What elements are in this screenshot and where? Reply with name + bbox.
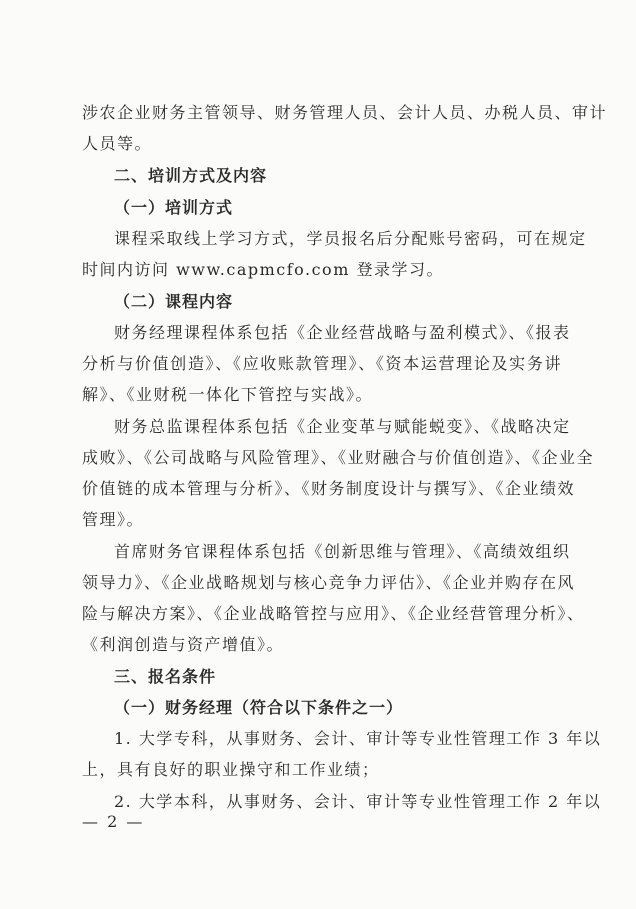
body-text-line: 成败》、《公司战略与风险管理》、《业财融合与价值创造》、《企业全: [82, 448, 595, 467]
body-text-line: 涉农企业财务主管领导、财务管理人员、会计人员、办税人员、审计: [82, 103, 608, 122]
page-number: — 2 —: [82, 812, 145, 831]
body-text-line: 价值链的成本管理与分析》、《财务制度设计与撰写》、《企业绩效: [82, 479, 576, 498]
body-text-line: 时间内访问 www.capmcfo.com 登录学习。: [82, 260, 444, 279]
body-text-line: 管理》。: [82, 510, 145, 529]
body-text-line: 领导力》、《企业战略规划与核心竞争力评估》、《企业并购存在风: [82, 573, 576, 592]
body-text-line: 1. 大学专科，从事财务、会计、审计等专业性管理工作 3 年以: [114, 729, 602, 748]
body-text-line: 人员等。: [82, 134, 153, 153]
body-text-line: 险与解决方案》、《企业战略管控与应用》、《企业经营管理分析》、: [82, 604, 585, 623]
body-text-line: 分析与价值创造》、《应收账款管理》、《资本运营理论及实务讲: [82, 354, 562, 373]
subsection-heading-training-format: （一）培训方式: [114, 198, 234, 217]
section-heading-registration: 三、报名条件: [114, 667, 217, 686]
body-text-line: 2. 大学本科，从事财务、会计、审计等专业性管理工作 2 年以: [114, 792, 602, 811]
subsection-heading-course-content: （二）课程内容: [114, 292, 234, 311]
body-text-line: 解》、《业财税一体化下管控与实战》。: [82, 385, 374, 404]
body-text-line: 财务经理课程体系包括《企业经营战略与盈利模式》、《报表: [114, 323, 571, 342]
subsection-heading-finance-manager: （一）财务经理（符合以下条件之一）: [114, 698, 404, 717]
body-text-line: 《利润创造与资产增值》。: [82, 635, 285, 654]
body-text-line: 首席财务官课程体系包括《创新思维与管理》、《高绩效组织: [114, 542, 571, 561]
body-text-line: 上，具有良好的职业操守和工作业绩；: [82, 760, 380, 779]
body-text-line: 课程采取线上学习方式，学员报名后分配账号密码，可在规定: [114, 229, 587, 248]
body-text-line: 财务总监课程体系包括《企业变革与赋能蜕变》、《战略决定: [114, 417, 571, 436]
section-heading-training-method: 二、培训方式及内容: [114, 166, 268, 185]
